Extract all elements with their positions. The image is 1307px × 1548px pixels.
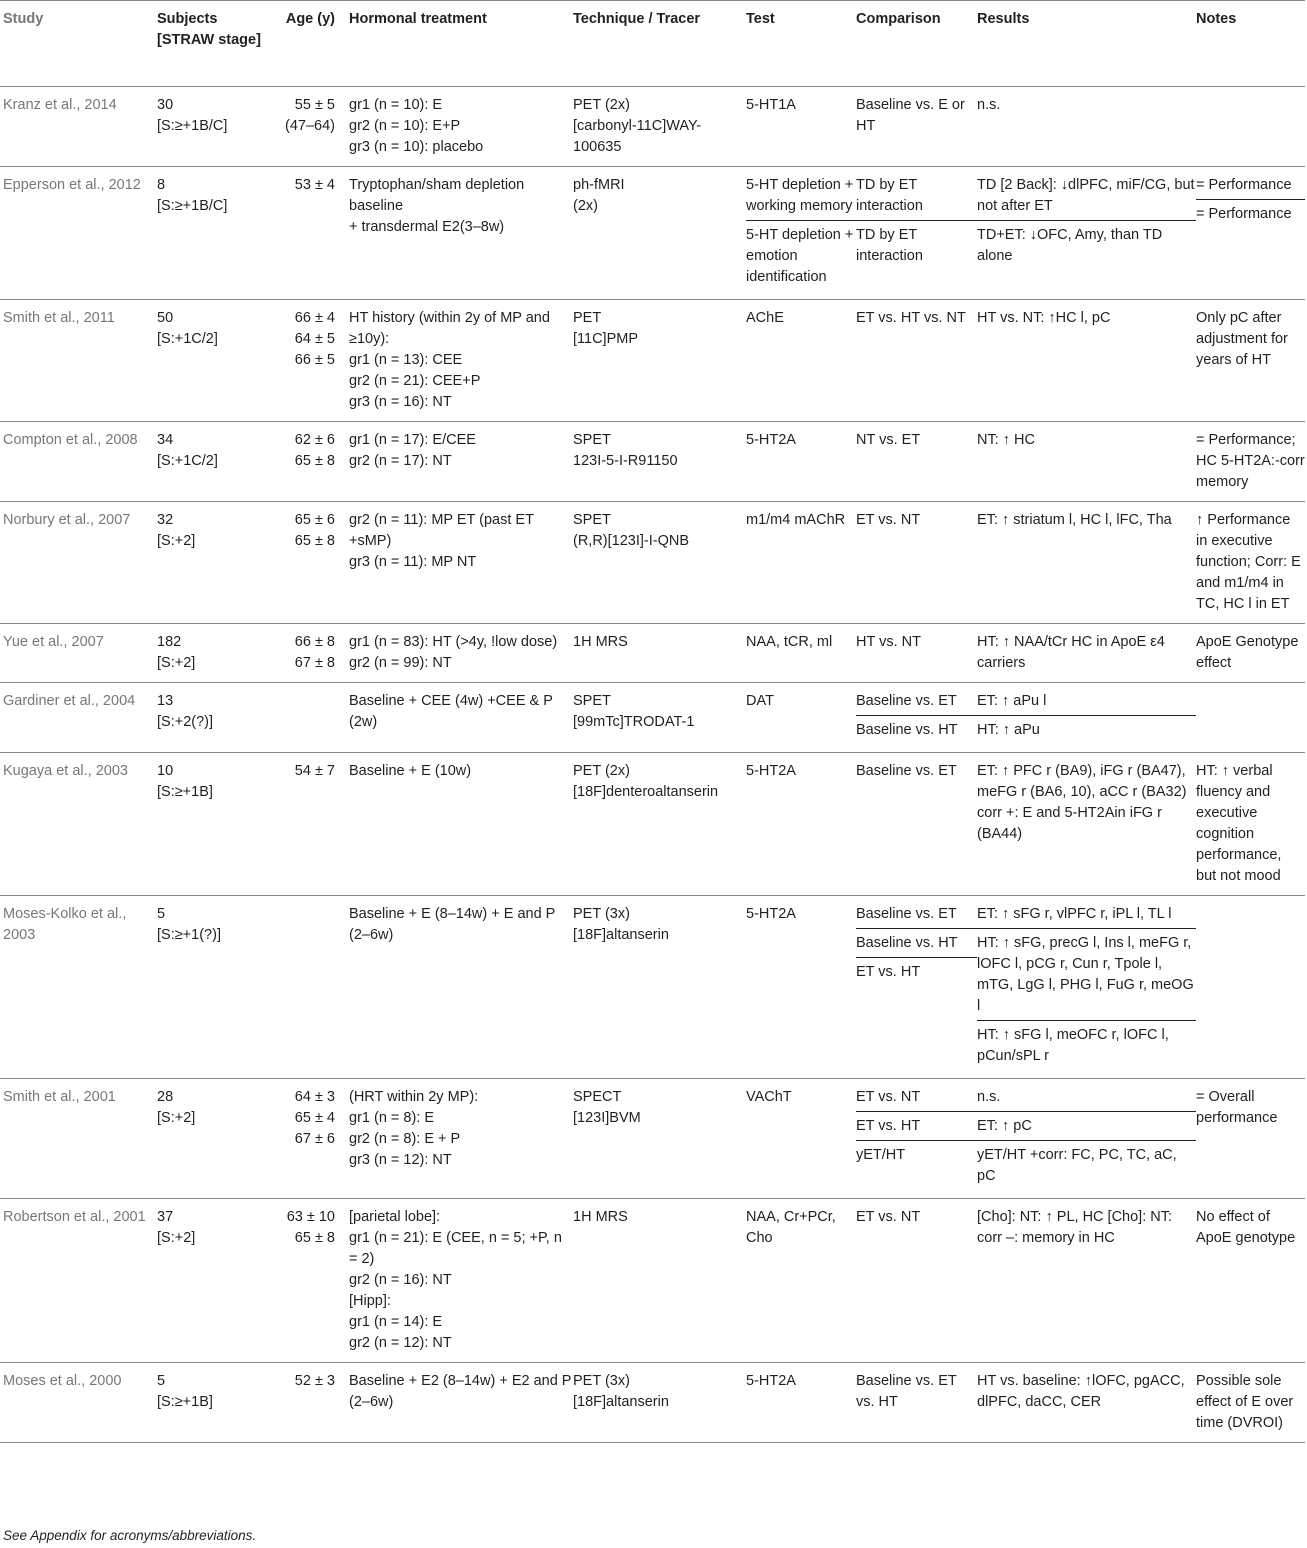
study-cell — [0, 624, 157, 683]
header-test: Test — [746, 1, 856, 87]
comparison-cell-entry: ET vs. NT — [856, 1087, 977, 1112]
results-cell-line: NT: ↑ HC — [977, 432, 1035, 448]
hormonal-cell-line: HT history (within 2y of MP and ≥10y): — [349, 310, 550, 347]
technique-cell — [573, 422, 746, 502]
hormonal-cell-line: Baseline + CEE (4w) +CEE & P (2w) — [349, 693, 553, 730]
hormonal-cell-line: gr1 (n = 13): CEE — [349, 352, 463, 368]
hormonal-cell-line: gr3 (n = 16): NT — [349, 394, 452, 410]
subjects-cell — [157, 753, 268, 896]
technique-cell-line: 1H MRS — [573, 634, 628, 650]
hormonal-cell-line: gr2 (n = 17): NT — [349, 453, 452, 469]
technique-cell-line: [18F]denteroaltanserin — [573, 784, 719, 800]
technique-cell-line: [123I]BVM — [573, 1110, 641, 1126]
hormonal-cell — [349, 1079, 573, 1199]
test-cell-line: VAChT — [746, 1089, 792, 1105]
comparison-cell-line: ET vs. HT vs. NT — [856, 310, 966, 326]
subjects-cell — [157, 624, 268, 683]
hormonal-cell — [349, 87, 573, 167]
comparison-cell-entry: ET vs. HT — [856, 1116, 977, 1141]
test-cell-entry: 5-HT depletion + working memory — [746, 175, 856, 221]
subjects-cell-line: [S:+1C/2] — [157, 453, 218, 469]
subjects-cell — [157, 1363, 268, 1443]
hormonal-cell-line: gr1 (n = 17): E/CEE — [349, 432, 476, 448]
results-cell — [977, 753, 1196, 896]
header-study: Study — [0, 1, 157, 87]
age-cell — [268, 1199, 349, 1363]
age-cell-line: 52 ± 3 — [294, 1373, 335, 1389]
hormonal-cell-line: gr1 (n = 14): E — [349, 1314, 443, 1330]
comparison-cell — [856, 1079, 977, 1199]
age-cell-line: 54 ± 7 — [294, 763, 335, 779]
age-cell — [268, 753, 349, 896]
comparison-cell — [856, 753, 977, 896]
notes-cell-entry: = Performance — [1196, 206, 1292, 222]
test-cell — [746, 896, 856, 1079]
results-cell-entry: n.s. — [977, 1087, 1196, 1112]
table-row — [0, 422, 1305, 502]
subjects-cell — [157, 896, 268, 1079]
results-cell-entry: yET/HT +corr: FC, PC, TC, aC, pC — [977, 1147, 1177, 1184]
hormonal-cell — [349, 1199, 573, 1363]
test-cell-line: 5-HT2A — [746, 763, 796, 779]
results-cell-entry: ET: ↑ pC — [977, 1116, 1196, 1141]
study-cell — [0, 1363, 157, 1443]
technique-cell — [573, 624, 746, 683]
technique-cell — [573, 1363, 746, 1443]
comparison-cell — [856, 87, 977, 167]
results-cell-line: HT vs. NT: ↑HC l, pC — [977, 310, 1111, 326]
age-cell-line: 65 ± 8 — [294, 453, 335, 469]
results-cell — [977, 683, 1196, 753]
notes-cell — [1196, 753, 1305, 896]
notes-cell-line: = Performance; HC 5-HT2A:-corr memory — [1196, 432, 1305, 490]
hormonal-cell — [349, 683, 573, 753]
header-age: Age (y) — [268, 1, 349, 87]
age-cell-line: 67 ± 8 — [294, 655, 335, 671]
subjects-cell-line: [S:+2] — [157, 533, 196, 549]
subjects-cell-line: 10 — [157, 763, 174, 779]
table-row — [0, 167, 1305, 300]
notes-cell-entry: = Performance — [1196, 175, 1305, 200]
table-row — [0, 1079, 1305, 1199]
results-cell-line: HT vs. baseline: ↑lOFC, pgACC, dlPFC, daCC, CER — [977, 1373, 1185, 1410]
hormonal-cell-line: gr3 (n = 10): placebo — [349, 139, 484, 155]
header-row — [0, 1, 1305, 87]
comparison-cell-entry: Baseline vs. ET — [856, 691, 977, 716]
notes-cell-line: HT: ↑ verbal fluency and executive cognition performance, but not mood — [1196, 763, 1282, 884]
hormonal-cell-line: gr2 (n = 99): NT — [349, 655, 452, 671]
technique-cell-line: 123I-5-I-R91150 — [573, 453, 678, 469]
subjects-cell-line: 34 — [157, 432, 174, 448]
hormonal-cell-line: (HRT within 2y MP): — [349, 1089, 479, 1105]
notes-cell-line: Only pC after adjustment for years of HT — [1196, 310, 1288, 368]
technique-cell-line: SPET — [573, 693, 611, 709]
age-cell — [268, 300, 349, 422]
subjects-cell — [157, 1199, 268, 1363]
notes-cell — [1196, 87, 1305, 167]
results-cell — [977, 422, 1196, 502]
hormonal-cell-line: gr1 (n = 10): E — [349, 97, 443, 113]
notes-cell-line: Possible sole effect of E over time (DVROI) — [1196, 1373, 1294, 1431]
study-cell — [0, 502, 157, 624]
hormonal-cell — [349, 422, 573, 502]
notes-cell — [1196, 683, 1305, 753]
subjects-cell-line: [S:+1C/2] — [157, 331, 218, 347]
technique-cell — [573, 1079, 746, 1199]
age-cell — [268, 683, 349, 753]
results-cell-line: HT: ↑ NAA/tCr HC in ApoE ε4 carriers — [977, 634, 1165, 671]
subjects-cell-line: 50 — [157, 310, 174, 326]
subjects-cell-line: 8 — [157, 177, 166, 193]
technique-cell-line: (R,R)[123I]-I-QNB — [573, 533, 690, 549]
hormonal-cell — [349, 896, 573, 1079]
comparison-cell-entry: TD by ET interaction — [856, 227, 923, 264]
comparison-cell — [856, 167, 977, 300]
subjects-cell-line: 30 — [157, 97, 174, 113]
test-cell-line: 5-HT2A — [746, 1373, 796, 1389]
technique-cell — [573, 1199, 746, 1363]
notes-cell — [1196, 1199, 1305, 1363]
study-cell — [0, 753, 157, 896]
hormonal-cell — [349, 753, 573, 896]
hormonal-cell-line: gr2 (n = 8): E + P — [349, 1131, 461, 1147]
hormonal-cell-line: Baseline + E (8–14w) + E and P (2–6w) — [349, 906, 556, 943]
study-cell — [0, 300, 157, 422]
test-cell-line: AChE — [746, 310, 784, 326]
test-cell — [746, 1363, 856, 1443]
study-cell-line: Yue et al., 2007 — [3, 634, 104, 650]
age-cell-line: 53 ± 4 — [294, 177, 335, 193]
technique-cell-line: PET (2x) — [573, 763, 630, 779]
test-cell — [746, 624, 856, 683]
hormonal-cell-line: gr2 (n = 16): NT — [349, 1272, 452, 1288]
results-cell-entry: ET: ↑ sFG r, vlPFC r, iPL l, TL l — [977, 904, 1196, 929]
age-cell-line: 65 ± 4 — [294, 1110, 335, 1126]
age-cell-line: 64 ± 3 — [294, 1089, 335, 1105]
hormonal-cell — [349, 167, 573, 300]
hormonal-cell — [349, 502, 573, 624]
comparison-cell-line: NT vs. ET — [856, 432, 921, 448]
technique-cell — [573, 896, 746, 1079]
table-row — [0, 1199, 1305, 1363]
table-row — [0, 896, 1305, 1079]
age-cell-line: 63 ± 10 — [286, 1209, 335, 1225]
subjects-cell — [157, 87, 268, 167]
study-cell-line: Epperson et al., 2012 — [3, 177, 141, 193]
hormonal-cell-line: + transdermal E2(3–8w) — [349, 219, 505, 235]
study-cell-line: Moses-Kolko et al., 2003 — [3, 906, 127, 943]
comparison-cell-entry: Baseline vs. ET — [856, 904, 977, 929]
age-cell — [268, 167, 349, 300]
technique-cell-line: PET (2x) — [573, 97, 630, 113]
subjects-cell-line: 182 — [157, 634, 182, 650]
age-cell-line: 66 ± 5 — [294, 352, 335, 368]
comparison-cell-entry: Baseline vs. HT — [856, 933, 977, 958]
subjects-cell — [157, 422, 268, 502]
test-cell — [746, 753, 856, 896]
comparison-cell-entry: TD by ET interaction — [856, 175, 977, 221]
subjects-cell — [157, 167, 268, 300]
subjects-cell-line: [S:+2] — [157, 1230, 196, 1246]
age-cell-line: 64 ± 5 — [294, 331, 335, 347]
subjects-cell — [157, 502, 268, 624]
comparison-cell-line: HT vs. NT — [856, 634, 921, 650]
table-row — [0, 624, 1305, 683]
table-row — [0, 753, 1305, 896]
test-cell — [746, 422, 856, 502]
subjects-cell-line: 5 — [157, 1373, 166, 1389]
results-cell-line: [Cho]: NT: ↑ PL, HC [Cho]: NT: corr –: memory in HC — [977, 1209, 1172, 1246]
notes-cell — [1196, 1363, 1305, 1443]
comparison-cell-entry: Baseline vs. HT — [856, 722, 958, 738]
results-cell-entry: TD [2 Back]: ↓dlPFC, miF/CG, but not after ET — [977, 175, 1196, 221]
test-cell-line: NAA, tCR, ml — [746, 634, 833, 650]
technique-cell-line: [11C]PMP — [573, 331, 639, 347]
hormonal-cell-line: gr2 (n = 10): E+P — [349, 118, 461, 134]
subjects-cell-line: 28 — [157, 1089, 174, 1105]
technique-cell-line: ph-fMRI — [573, 177, 625, 193]
subjects-cell-line: [S:+2] — [157, 655, 196, 671]
notes-cell-line: ↑ Performance in executive function; Corr: E and m1/m4 in TC, HC l in ET — [1196, 512, 1301, 612]
comparison-cell — [856, 1363, 977, 1443]
test-cell-line: 5-HT2A — [746, 432, 796, 448]
results-cell-line: n.s. — [977, 97, 1001, 113]
technique-cell — [573, 502, 746, 624]
results-cell-entry: HT: ↑ aPu — [977, 722, 1040, 738]
hormonal-cell-line: gr3 (n = 12): NT — [349, 1152, 452, 1168]
results-cell — [977, 1199, 1196, 1363]
technique-cell-line: [carbonyl-11C]WAY-100635 — [573, 118, 702, 155]
technique-cell — [573, 753, 746, 896]
subjects-cell-line: 5 — [157, 906, 166, 922]
comparison-cell — [856, 624, 977, 683]
subjects-cell-line: [S:+2] — [157, 1110, 196, 1126]
test-cell — [746, 1079, 856, 1199]
results-cell-line: ET: ↑ striatum l, HC l, lFC, Tha — [977, 512, 1172, 528]
notes-cell — [1196, 624, 1305, 683]
test-cell-entry: 5-HT depletion + emotion identification — [746, 227, 854, 285]
notes-cell — [1196, 300, 1305, 422]
comparison-cell — [856, 1199, 977, 1363]
technique-cell-line: [18F]altanserin — [573, 927, 669, 943]
age-cell-line: 65 ± 8 — [294, 1230, 335, 1246]
comparison-cell-entry: ET vs. HT — [856, 964, 921, 980]
header-hormonal: Hormonal treatment — [349, 1, 573, 87]
header-subjects: Subjects [STRAW stage] — [157, 1, 268, 87]
study-cell — [0, 1079, 157, 1199]
hormonal-cell-line: gr1 (n = 83): HT (>4y, !low dose) — [349, 634, 558, 650]
results-cell — [977, 87, 1196, 167]
results-cell-entry: ET: ↑ aPu l — [977, 691, 1196, 716]
comparison-cell — [856, 422, 977, 502]
comparison-cell-line: ET vs. NT — [856, 512, 921, 528]
age-cell — [268, 502, 349, 624]
study-cell-line: Robertson et al., 2001 — [3, 1209, 146, 1225]
study-cell — [0, 167, 157, 300]
age-cell-line: 66 ± 8 — [294, 634, 335, 650]
subjects-cell — [157, 1079, 268, 1199]
notes-cell — [1196, 167, 1305, 300]
study-cell-line: Norbury et al., 2007 — [3, 512, 131, 528]
study-cell-line: Smith et al., 2001 — [3, 1089, 116, 1105]
comparison-cell — [856, 300, 977, 422]
test-cell-line: 5-HT1A — [746, 97, 796, 113]
hormonal-cell — [349, 300, 573, 422]
technique-cell-line: 1H MRS — [573, 1209, 628, 1225]
subjects-cell-line: [S:≥+1B/C] — [157, 118, 228, 134]
hormonal-cell-line: gr2 (n = 12): NT — [349, 1335, 452, 1351]
header-technique: Technique / Tracer — [573, 1, 746, 87]
technique-cell — [573, 167, 746, 300]
technique-cell — [573, 87, 746, 167]
notes-cell-line: ApoE Genotype effect — [1196, 634, 1299, 671]
subjects-cell-line: [S:≥+1B] — [157, 1394, 213, 1410]
technique-cell — [573, 300, 746, 422]
hormonal-cell-line: [Hipp]: — [349, 1293, 391, 1309]
results-cell-entry: HT: ↑ sFG, precG l, Ins l, meFG r, lOFC l, pCG r, Cun r, Tpole l, mTG, LgG l, PHG l, FuG r, meOG l — [977, 933, 1196, 1021]
study-cell-line: Kugaya et al., 2003 — [3, 763, 128, 779]
table-row — [0, 502, 1305, 624]
test-cell-line: NAA, Cr+PCr, Cho — [746, 1209, 836, 1246]
hormonal-cell-line: gr1 (n = 8): E — [349, 1110, 435, 1126]
comparison-cell-entry: yET/HT — [856, 1147, 906, 1163]
comparison-cell-line: Baseline vs. ET vs. HT — [856, 1373, 957, 1410]
technique-cell-line: PET — [573, 310, 602, 326]
study-cell — [0, 896, 157, 1079]
subjects-cell-line: [S:≥+1(?)] — [157, 927, 221, 943]
subjects-cell-line: 37 — [157, 1209, 174, 1225]
hormonal-cell — [349, 624, 573, 683]
technique-cell — [573, 683, 746, 753]
technique-cell-line: SPECT — [573, 1089, 622, 1105]
table-row — [0, 87, 1305, 167]
study-cell-line: Moses et al., 2000 — [3, 1373, 122, 1389]
notes-cell — [1196, 502, 1305, 624]
age-cell — [268, 624, 349, 683]
hormonal-cell — [349, 1363, 573, 1443]
test-cell — [746, 87, 856, 167]
technique-cell-line: (2x) — [573, 198, 598, 214]
test-cell-line: 5-HT2A — [746, 906, 796, 922]
results-cell-entry: TD+ET: ↓OFC, Amy, than TD alone — [977, 227, 1163, 264]
hormonal-cell-line: gr2 (n = 21): CEE+P — [349, 373, 481, 389]
results-cell — [977, 1079, 1196, 1199]
results-cell-entry: HT: ↑ sFG l, meOFC r, lOFC l, pCun/sPL r — [977, 1027, 1169, 1064]
study-cell — [0, 422, 157, 502]
subjects-cell-line: [S:≥+1B] — [157, 784, 213, 800]
results-cell — [977, 502, 1196, 624]
table-row — [0, 1363, 1305, 1443]
header-notes: Notes — [1196, 1, 1305, 87]
age-cell — [268, 1363, 349, 1443]
age-cell — [268, 87, 349, 167]
age-cell-line: 55 ± 5 — [294, 97, 335, 113]
age-cell — [268, 422, 349, 502]
notes-cell — [1196, 1079, 1305, 1199]
study-cell — [0, 683, 157, 753]
hormonal-cell-line: Tryptophan/sham depletion baseline — [349, 177, 525, 214]
results-cell — [977, 896, 1196, 1079]
hormonal-cell-line: gr2 (n = 11): MP ET (past ET +sMP) — [349, 512, 534, 549]
comparison-cell-line: ET vs. NT — [856, 1209, 921, 1225]
results-cell — [977, 167, 1196, 300]
hormonal-cell-line: Baseline + E2 (8–14w) + E2 and P (2–6w) — [349, 1373, 572, 1410]
test-cell — [746, 1199, 856, 1363]
comparison-cell-line: Baseline vs. ET — [856, 763, 957, 779]
subjects-cell-line: 13 — [157, 693, 174, 709]
subjects-cell-line: 32 — [157, 512, 174, 528]
header-comparison: Comparison — [856, 1, 977, 87]
test-cell — [746, 683, 856, 753]
test-cell-line: DAT — [746, 693, 774, 709]
test-cell — [746, 167, 856, 300]
technique-cell-line: SPET — [573, 432, 611, 448]
test-cell-line: m1/m4 mAChR — [746, 512, 846, 528]
hormonal-cell-line: [parietal lobe]: — [349, 1209, 441, 1225]
age-cell-line: 62 ± 6 — [294, 432, 335, 448]
results-cell — [977, 1363, 1196, 1443]
age-cell-line: 67 ± 6 — [294, 1131, 335, 1147]
age-cell-line: 65 ± 6 — [294, 512, 335, 528]
age-cell — [268, 896, 349, 1079]
study-cell-line: Compton et al., 2008 — [3, 432, 138, 448]
technique-cell-line: SPET — [573, 512, 611, 528]
table-footnote: See Appendix for acronyms/abbreviations. — [3, 1528, 257, 1543]
age-cell — [268, 1079, 349, 1199]
study-cell-line: Smith et al., 2011 — [3, 310, 115, 326]
study-cell-line: Kranz et al., 2014 — [3, 97, 117, 113]
hormonal-cell-line: gr1 (n = 21): E (CEE, n = 5; +P, n = 2) — [349, 1230, 562, 1267]
study-cell — [0, 87, 157, 167]
table-row — [0, 683, 1305, 753]
table-row — [0, 300, 1305, 422]
comparison-cell-line: Baseline vs. E or HT — [856, 97, 965, 134]
subjects-cell — [157, 300, 268, 422]
technique-cell-line: PET (3x) — [573, 1373, 630, 1389]
subjects-cell-line: [S:+2(?)] — [157, 714, 214, 730]
notes-cell — [1196, 896, 1305, 1079]
comparison-cell — [856, 896, 977, 1079]
age-cell-line: (47–64) — [285, 118, 335, 134]
technique-cell-line: [18F]altanserin — [573, 1394, 669, 1410]
comparison-cell — [856, 683, 977, 753]
subjects-cell-line: [S:≥+1B/C] — [157, 198, 228, 214]
notes-cell-line: = Overall performance — [1196, 1089, 1278, 1126]
age-cell-line: 65 ± 8 — [294, 533, 335, 549]
test-cell — [746, 502, 856, 624]
study-cell-line: Gardiner et al., 2004 — [3, 693, 136, 709]
header-results: Results — [977, 1, 1196, 87]
subjects-cell — [157, 683, 268, 753]
technique-cell-line: PET (3x) — [573, 906, 630, 922]
results-cell-line: ET: ↑ PFC r (BA9), iFG r (BA47), meFG r (BA6, 10), aCC r (BA32) corr +: E and 5-HT2Ain iFG r (BA44) — [977, 763, 1187, 842]
study-cell — [0, 1199, 157, 1363]
results-cell — [977, 624, 1196, 683]
results-cell — [977, 300, 1196, 422]
notes-cell — [1196, 422, 1305, 502]
age-cell-line: 66 ± 4 — [294, 310, 335, 326]
comparison-cell — [856, 502, 977, 624]
hormonal-cell-line: Baseline + E (10w) — [349, 763, 472, 779]
hormonal-cell-line: gr3 (n = 11): MP NT — [349, 554, 477, 570]
technique-cell-line: [99mTc]TRODAT-1 — [573, 714, 695, 730]
notes-cell-line: No effect of ApoE genotype — [1196, 1209, 1296, 1246]
test-cell — [746, 300, 856, 422]
